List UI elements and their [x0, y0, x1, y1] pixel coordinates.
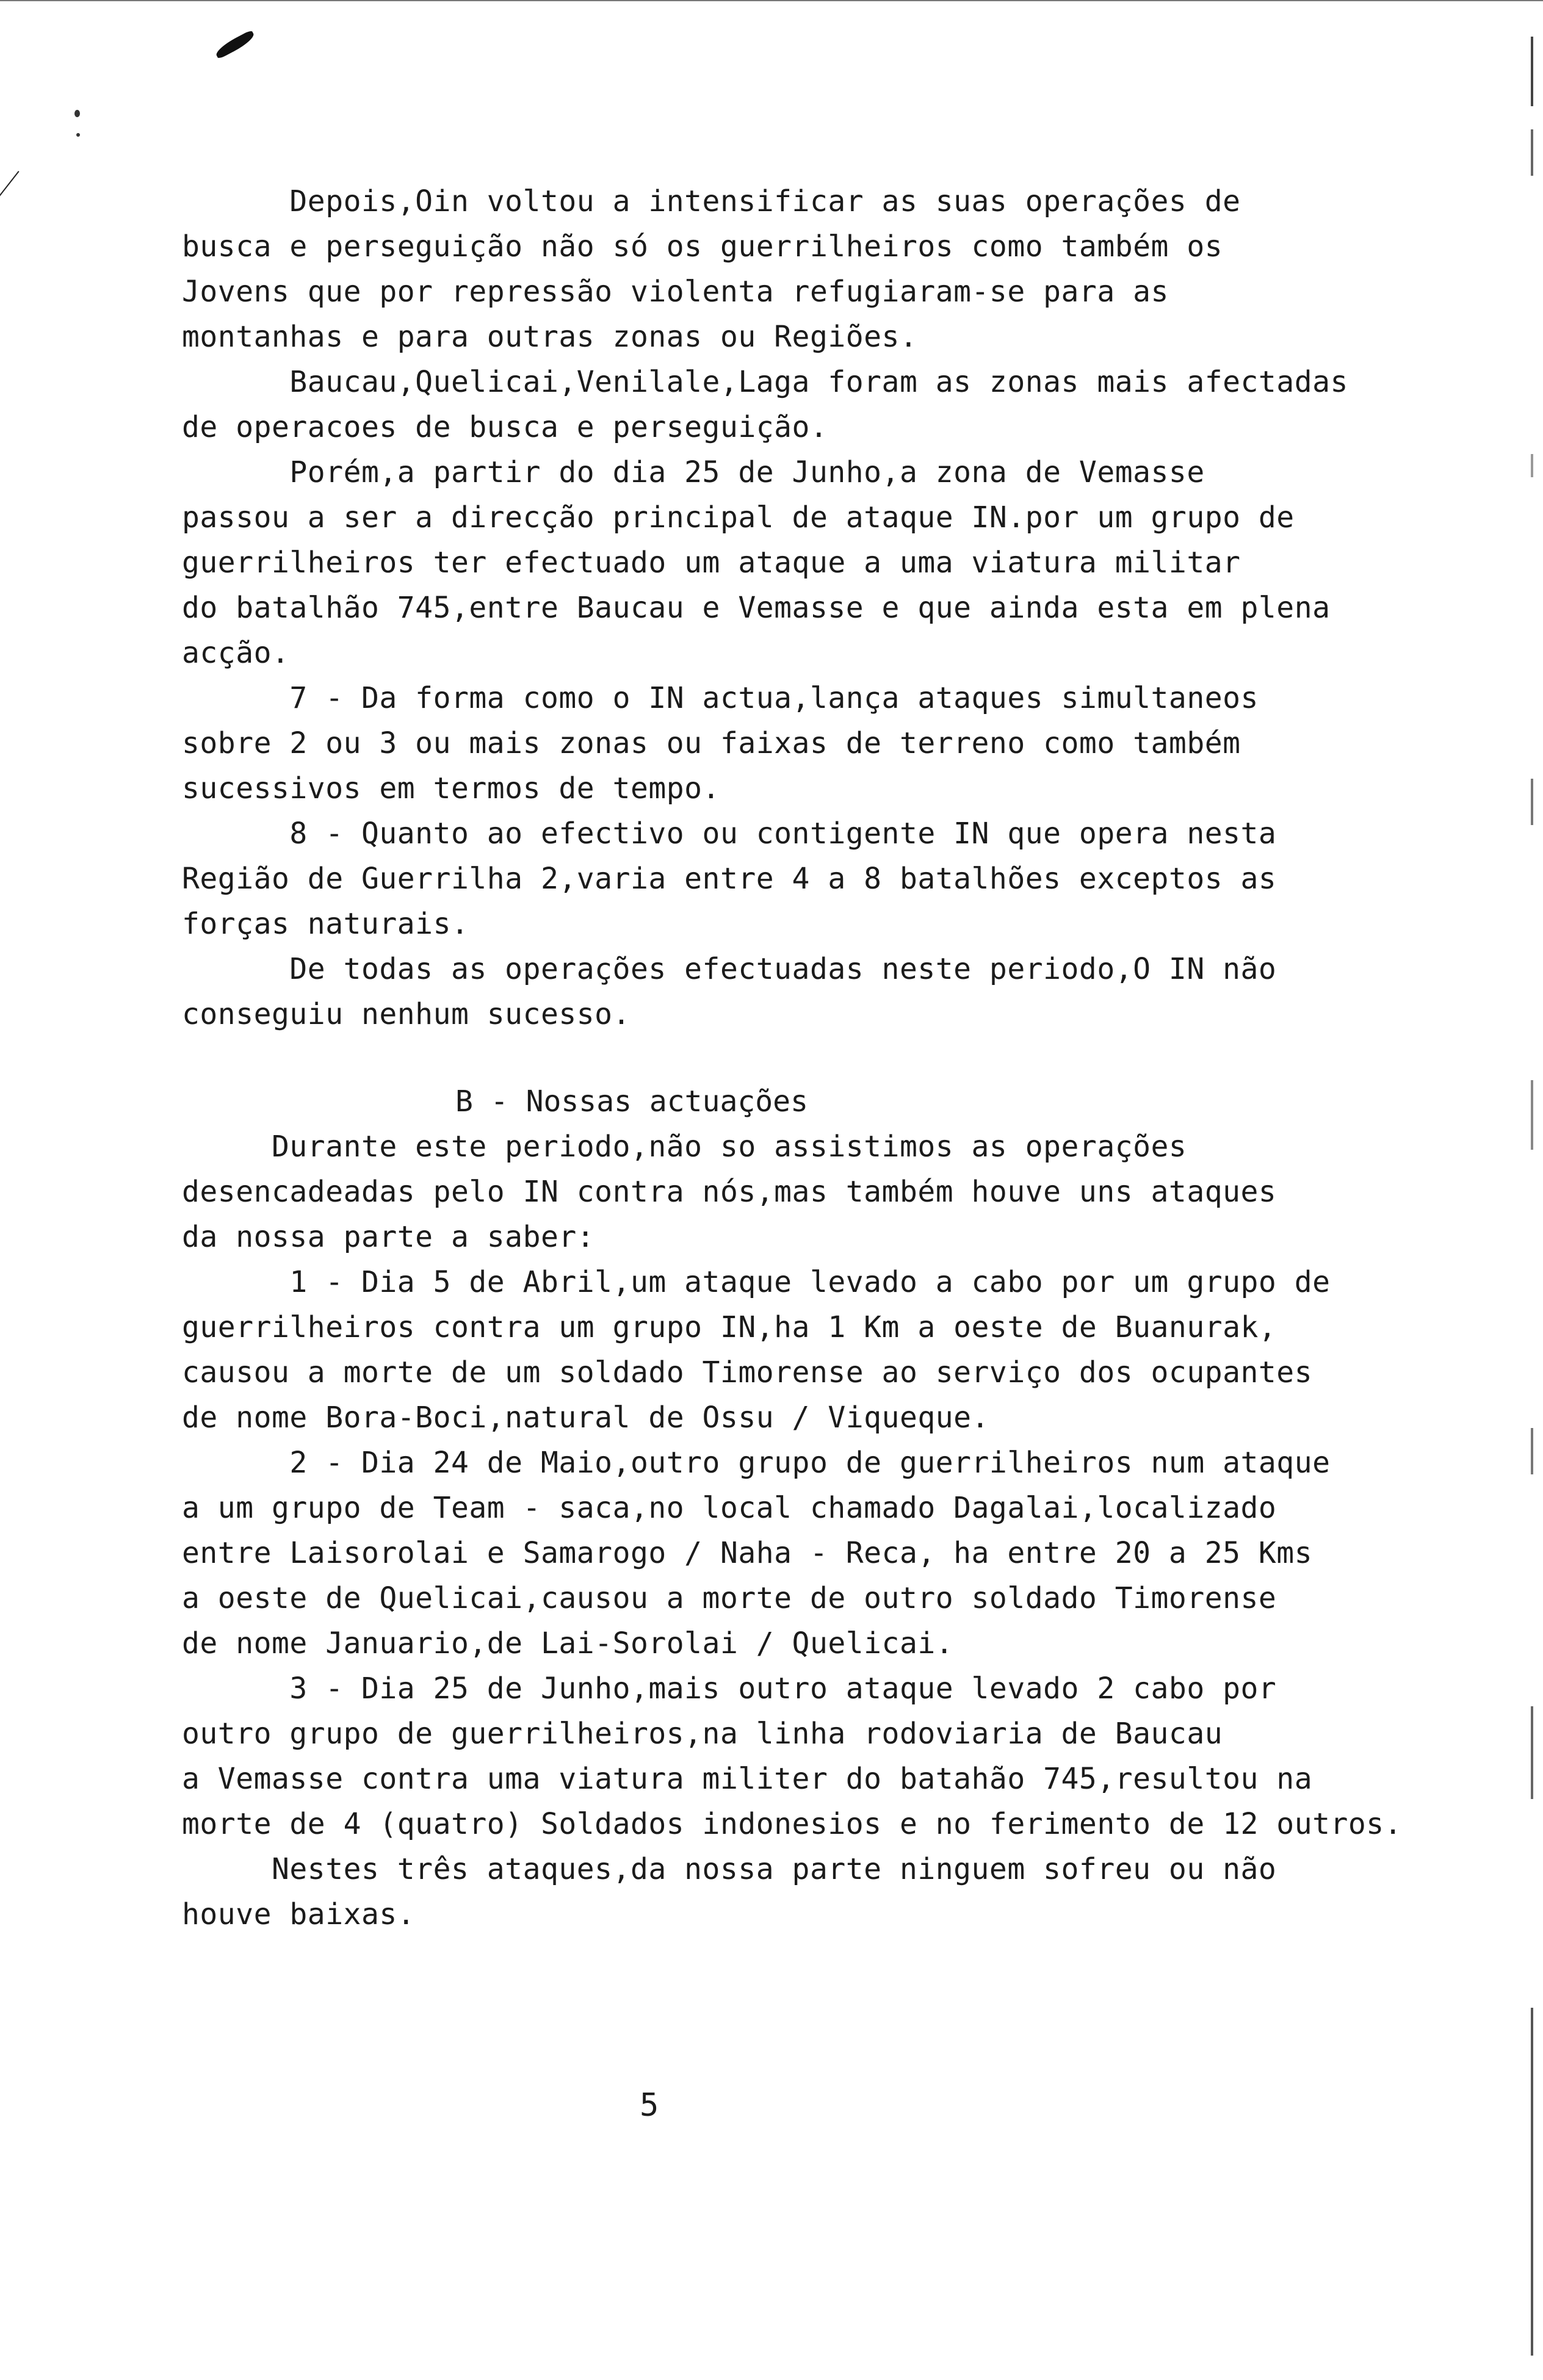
text-line: Depois,Oin voltou a intensificar as suas operações de	[182, 184, 1241, 218]
text-line: 8 - Quanto ao efectivo ou contigente IN que opera nesta	[182, 817, 1277, 851]
text-line: guerrilheiros contra um grupo IN,ha 1 Km a oeste de Buanurak,	[182, 1310, 1277, 1344]
text-line: De todas as operações efectuadas neste periodo,O IN não	[182, 952, 1277, 986]
text-line: acção.	[182, 636, 290, 670]
text-line: guerrilheiros ter efectuado um ataque a uma viatura militar	[182, 546, 1241, 580]
text-line: a oeste de Quelicai,causou a morte de outro soldado Timorense	[182, 1581, 1277, 1615]
text-line: outro grupo de guerrilheiros,na linha rodoviaria de Baucau	[182, 1717, 1223, 1751]
text-line: 3 - Dia 25 de Junho,mais outro ataque levado 2 cabo por	[182, 1671, 1277, 1706]
text-line: da nossa parte a saber:	[182, 1220, 595, 1254]
text-line: do batalhão 745,entre Baucau e Vemasse e que ainda esta em plena	[182, 591, 1331, 625]
text-line: forças naturais.	[182, 907, 469, 941]
text-line: 2 - Dia 24 de Maio,outro grupo de guerrilheiros num ataque	[182, 1446, 1331, 1480]
text-line: sucessivos em termos de tempo.	[182, 771, 720, 806]
text-line: entre Laisorolai e Samarogo / Naha - Reca, ha entre 20 a 25 Kms	[182, 1536, 1313, 1570]
text-line: sobre 2 ou 3 ou mais zonas ou faixas de terreno como também	[182, 726, 1241, 760]
text-line: Nestes três ataques,da nossa parte ninguem sofreu ou não	[182, 1852, 1277, 1886]
text-line: 1 - Dia 5 de Abril,um ataque levado a cabo por um grupo de	[182, 1265, 1331, 1299]
text-line: de nome Januario,de Lai-Sorolai / Quelicai.	[182, 1626, 954, 1661]
text-line: Região de Guerrilha 2,varia entre 4 a 8 batalhões exceptos as	[182, 862, 1277, 896]
text-line: montanhas e para outras zonas ou Regiões.	[182, 320, 918, 354]
text-line: de nome Bora-Boci,natural de Ossu / Viqueque.	[182, 1401, 989, 1435]
text-line: Porém,a partir do dia 25 de Junho,a zona de Vemasse	[182, 455, 1205, 489]
ink-dot	[74, 110, 80, 117]
text-line: conseguiu nenhum sucesso.	[182, 997, 631, 1031]
text-line: Jovens que por repressão violenta refugiaram-se para as	[182, 275, 1169, 309]
section-heading: B - Nossas actuações	[455, 1084, 808, 1119]
text-line: Baucau,Quelicai,Venilale,Laga foram as zonas mais afectadas	[182, 365, 1348, 399]
scan-edge-right	[1531, 37, 1533, 2356]
pencil-stroke	[0, 171, 20, 282]
text-line: de operacoes de busca e perseguição.	[182, 410, 828, 444]
scan-edge-top	[0, 0, 1543, 1]
text-line: causou a morte de um soldado Timorense ao serviço dos ocupantes	[182, 1355, 1313, 1390]
page-number: 5	[640, 2087, 659, 2124]
text-line: passou a ser a direcção principal de ataque IN.por um grupo de	[182, 500, 1295, 535]
text-line: desencadeadas pelo IN contra nós,mas também houve uns ataques	[182, 1175, 1277, 1209]
text-line: morte de 4 (quatro) Soldados indonesios e no ferimento de 12 outros.	[182, 1807, 1403, 1841]
text-line: busca e perseguição não só os guerrilheiros como também os	[182, 229, 1223, 264]
text-line: a um grupo de Team - saca,no local chamado Dagalai,localizado	[182, 1491, 1277, 1525]
ink-dot	[76, 133, 80, 137]
text-line: 7 - Da forma como o IN actua,lança ataques simultaneos	[182, 681, 1259, 715]
text-line: Durante este periodo,não so assistimos as operações	[182, 1130, 1187, 1164]
text-line: a Vemasse contra uma viatura militer do batahão 745,resultou na	[182, 1762, 1313, 1796]
ink-mark	[214, 30, 256, 60]
text-line: houve baixas.	[182, 1897, 416, 1931]
